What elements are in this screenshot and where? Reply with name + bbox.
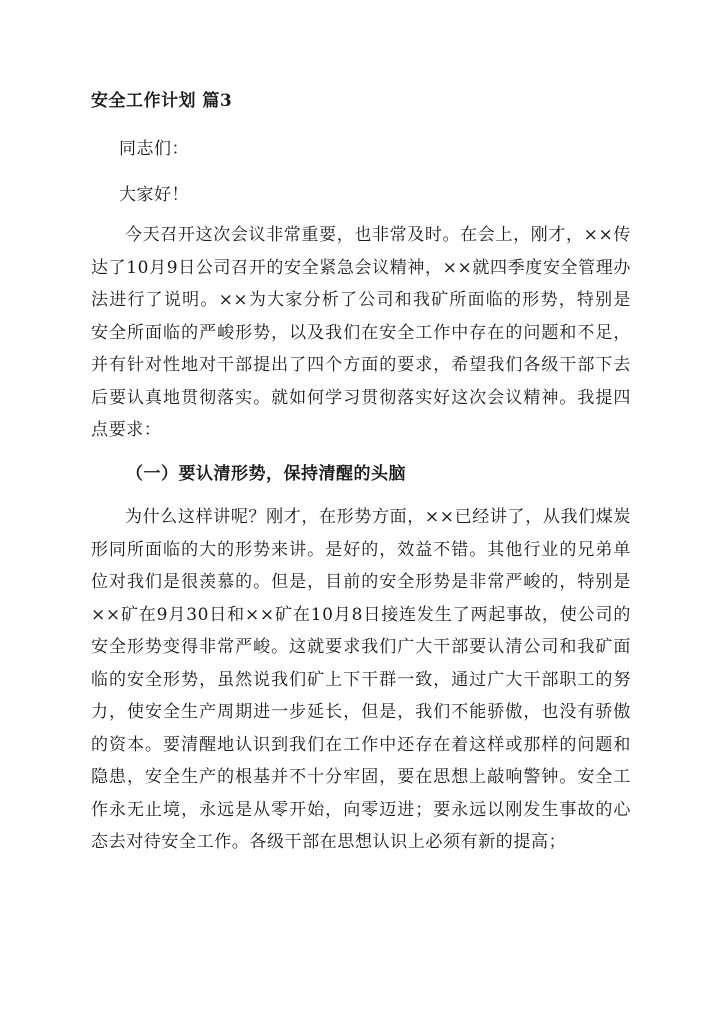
section-heading: （一）要认清形势，保持清醒的头脑 bbox=[126, 464, 406, 484]
paragraph-situation: 为什么这样讲呢？刚才，在形势方面，××已经讲了，从我们煤炭形同所面临的大的形势来讲。是好的，效益不错。其他行业的兄弟单位对我们是很羡慕的。但是，目前的安全形势是非常严峻的，特别是××矿在9月30日和××矿在10月8日接连发生了两起事故，使公司的安全形势变得非常严峻。这就要求我们广大干部要认清公司和我矿面临的安全形势，虽然说我们矿上下干群一致，通过广大干部职工的努力，使安全生产周期进一步延长，但是，我们不能骄傲，也没有骄傲的资本。要清醒地认识到我们在工作中还存在着这样或那样的问题和隐患，安全生产的根基并不十分牢固，要在思想上敲响警钟。安全工作永无止境，永远是从零开始，向零迈进；要永远以刚发生事故的心态去对待安全工作。各级干部在思想认识上必须有新的提高； bbox=[91, 507, 631, 852]
paragraph-intro: 今天召开这次会议非常重要，也非常及时。在会上，刚才，××传达了10月9日公司召开的安全紧急会议精神，××就四季度安全管理办法进行了说明。××为大家分析了公司和我矿所面临的形势，特别是安全所面临的严峻形势，以及我们在安全工作中存在的问题和不足，并有针对性地对干部提出了四个方面的要求，希望我们各级干部下去后要认真地贯彻落实。就如何学习贯彻落实好这次会议精神。我提四点要求： bbox=[91, 225, 631, 440]
greeting: 大家好！ bbox=[119, 185, 189, 205]
document-title: 安全工作计划 篇3 bbox=[91, 91, 233, 111]
salutation: 同志们： bbox=[119, 139, 189, 159]
